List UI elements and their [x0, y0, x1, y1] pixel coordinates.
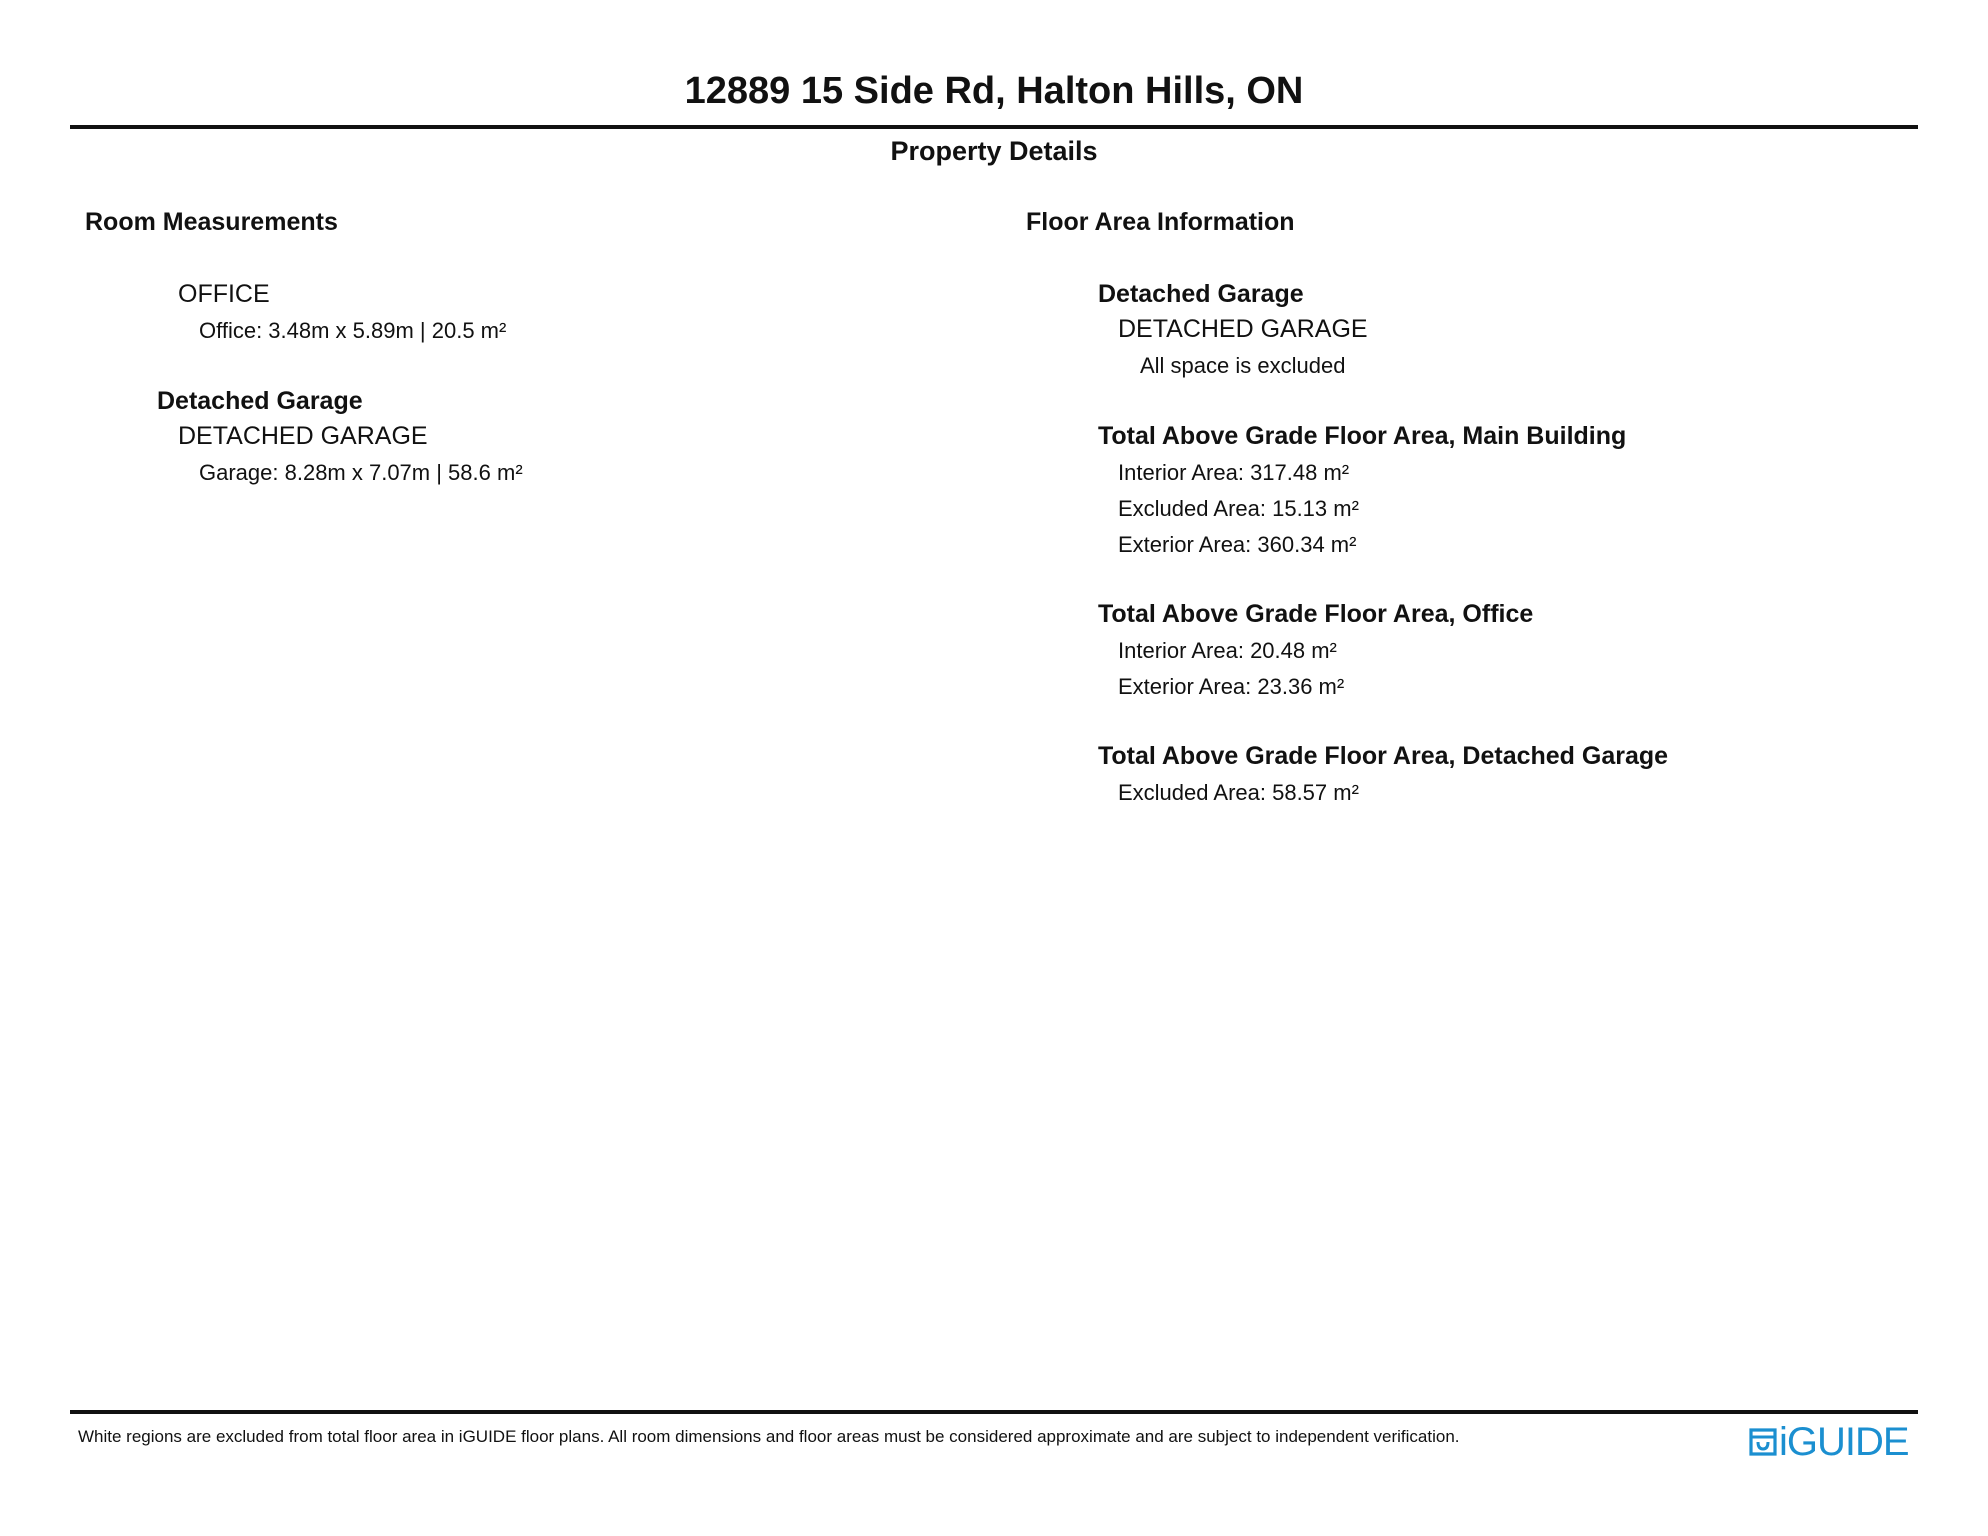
level-label-office: OFFICE — [178, 280, 270, 308]
building-heading-detached-garage: Detached Garage — [157, 387, 363, 415]
floor-area-heading: Floor Area Information — [1026, 208, 1295, 236]
iguide-logo-icon — [1748, 1426, 1778, 1458]
footer-divider — [70, 1410, 1918, 1414]
area-block-office-title: Total Above Grade Floor Area, Office — [1098, 600, 1534, 628]
room-garage: Garage: 8.28m x 7.07m | 58.6 m² — [199, 460, 523, 485]
office-exterior-area: Exterior Area: 23.36 m² — [1118, 674, 1345, 699]
area-block-detached-garage-note: All space is excluded — [1140, 353, 1346, 378]
page-title: 12889 15 Side Rd, Halton Hills, ON — [684, 70, 1304, 112]
level-label-detached-garage: DETACHED GARAGE — [178, 422, 428, 450]
area-block-detached-garage-level: DETACHED GARAGE — [1118, 315, 1368, 343]
main-building-interior-area: Interior Area: 317.48 m² — [1118, 460, 1350, 485]
room-measurements-heading: Room Measurements — [85, 208, 338, 236]
room-office: Office: 3.48m x 5.89m | 20.5 m² — [199, 318, 507, 343]
iguide-logo — [1748, 1422, 1909, 1462]
page-subtitle: Property Details — [890, 136, 1098, 166]
header-divider — [70, 125, 1918, 129]
area-block-detached-garage-total-title: Total Above Grade Floor Area, Detached Garage — [1098, 742, 1669, 770]
office-interior-area: Interior Area: 20.48 m² — [1118, 638, 1337, 663]
detached-garage-excluded-area: Excluded Area: 58.57 m² — [1118, 780, 1359, 805]
area-block-main-building-title: Total Above Grade Floor Area, Main Building — [1098, 422, 1627, 450]
area-block-detached-garage-title: Detached Garage — [1098, 280, 1304, 308]
footer-disclaimer: White regions are excluded from total floor area in iGUIDE floor plans. All room dimensions and floor areas must be considered approximate and are subject to independent verification. — [78, 1427, 1460, 1446]
main-building-exterior-area: Exterior Area: 360.34 m² — [1118, 532, 1357, 557]
main-building-excluded-area: Excluded Area: 15.13 m² — [1118, 496, 1359, 521]
logo-text: iGUIDE — [1779, 1420, 1909, 1464]
